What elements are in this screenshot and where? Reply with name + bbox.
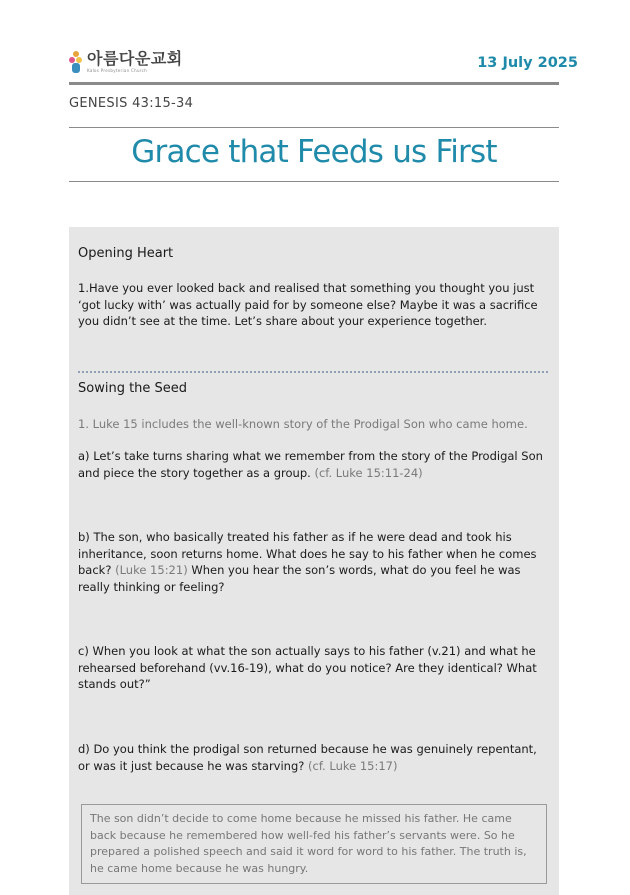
question-a-reference: (cf. Luke 15:11-24) xyxy=(314,465,423,480)
logo-mark-icon xyxy=(69,51,83,73)
title-top-divider xyxy=(69,127,559,128)
sowing-heading: Sowing the Seed xyxy=(78,381,188,396)
page-title: Grace that Feeds us First xyxy=(131,134,497,170)
question-b xyxy=(78,529,546,595)
opening-question: 1.Have you ever looked back and realised that something you thought you just ‘got lucky with’ was actually paid for by someone else? Maybe it was a sacrifice you didn’t see at the time. Let’s share about your experience together. xyxy=(78,281,538,328)
logo-korean-text: 아름다운교회 xyxy=(87,49,183,68)
question-a xyxy=(78,448,546,481)
header-divider xyxy=(69,82,559,85)
section-divider xyxy=(78,371,548,373)
scripture-reference: GENESIS 43:15-34 xyxy=(69,96,194,111)
date: 13 July 2025 xyxy=(477,55,578,71)
question-d-reference: (cf. Luke 15:17) xyxy=(308,758,398,773)
question-b-text2: When you hear the son’s words, what do you feel he was really thinking or feeling? xyxy=(78,563,521,594)
question-a-text: a) Let’s take turns sharing what we remember from the story of the Prodigal Son and piece the story together as a group. xyxy=(78,449,543,480)
opening-heading: Opening Heart xyxy=(78,246,174,261)
question-d xyxy=(78,741,546,774)
question-b-reference: (Luke 15:21) xyxy=(115,563,188,577)
question-c: c) When you look at what the son actually says to his father (v.21) and what he rehearsed beforehand (vv.16-19), what do you notice? Are they identical? What stands out?” xyxy=(78,644,537,691)
logo-english-text: Kalos Presbyterian Church xyxy=(87,68,147,73)
church-logo xyxy=(69,51,183,73)
question-b-text1: b) The son, who basically treated his father as if he were dead and took his inheritance, soon returns home. What does he say to his father when he comes back? xyxy=(78,530,537,577)
title-bottom-divider xyxy=(69,181,559,182)
sowing-intro: 1. Luke 15 includes the well-known story of the Prodigal Son who came home. xyxy=(78,417,528,431)
question-d-text: d) Do you think the prodigal son returned because he was genuinely repentant, or was it just because he was starving? xyxy=(78,742,537,773)
answer-callout: The son didn’t decide to come home because he missed his father. He came back because he remembered how well-fed his father’s servants were. So he prepared a polished speech and said it word for word to his father. The truth is, he came home because he was hungry. xyxy=(81,804,547,884)
